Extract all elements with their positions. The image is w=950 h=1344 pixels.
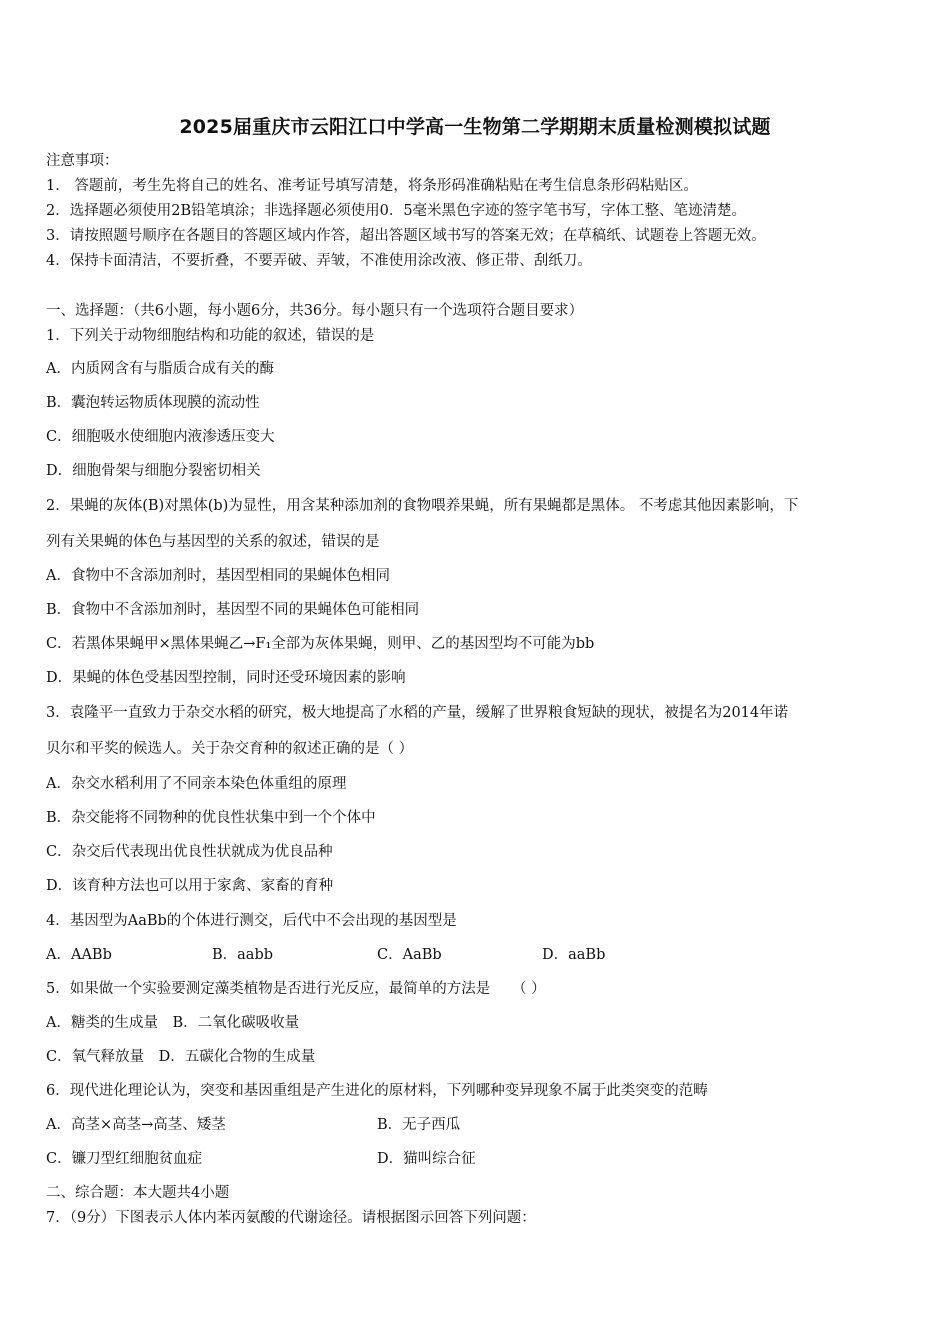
- question-3-stem-line-2: 贝尔和平奖的候选人。关于杂交育种的叙述正确的是（ ）: [46, 741, 414, 757]
- question-6-option-c: C．镰刀型红细胞贫血症: [46, 1151, 203, 1167]
- question-2-stem-line-1: 2．果蝇的灰体(B)对黑体(b)为显性，用含某种添加剂的食物喂养果蝇，所有果蝇都是黑体。 不考虑其他因素影响，下: [46, 498, 799, 514]
- question-4-option-d: D．aaBb: [542, 947, 606, 963]
- question-4-stem: 4．基因型为AaBb的个体进行测交，后代中不会出现的基因型是: [46, 913, 457, 929]
- question-2-option-c: C．若黑体果蝇甲×黑体果蝇乙→F₁全部为灰体果蝇，则甲、乙的基因型均不可能为bb: [46, 636, 595, 652]
- notice-item-3: 3．请按照题号顺序在各题目的答题区域内作答，超出答题区域书写的答案无效；在草稿纸、试题卷上答题无效。: [46, 228, 766, 244]
- question-4-option-c: C．AaBb: [377, 947, 442, 963]
- question-5-stem: 5．如果做一个实验要测定藻类植物是否进行光反应，最简单的方法是 （ ）: [46, 981, 546, 997]
- question-1-option-b: B．囊泡转运物质体现膜的流动性: [46, 395, 260, 411]
- question-6-option-a: A．高茎×高茎→高茎、矮茎: [46, 1117, 226, 1133]
- question-2-option-d: D．果蝇的体色受基因型控制，同时还受环境因素的影响: [46, 670, 406, 686]
- section-2-heading: 二、综合题：本大题共4小题: [46, 1185, 230, 1201]
- question-4-option-a: A．AABb: [46, 947, 112, 963]
- question-1-option-a: A．内质网含有与脂质合成有关的酶: [46, 361, 274, 377]
- question-1-option-c: C．细胞吸水使细胞内液渗透压变大: [46, 429, 275, 445]
- question-6-option-b: B．无子西瓜: [377, 1117, 461, 1133]
- question-1-stem: 1．下列关于动物细胞结构和功能的叙述，错误的是: [46, 328, 375, 344]
- question-2-stem-line-2: 列有关果蝇的体色与基因型的关系的叙述，错误的是: [46, 534, 380, 550]
- question-2-option-b: B．食物中不含添加剂时，基因型不同的果蝇体色可能相同: [46, 602, 420, 618]
- question-5-options-row-1: A．糖类的生成量 B．二氧化碳吸收量: [46, 1015, 300, 1031]
- question-4-option-b: B．aabb: [212, 947, 274, 963]
- question-3-stem-line-1: 3．袁隆平一直致力于杂交水稻的研究，极大地提高了水稻的产量，缓解了世界粮食短缺的现状，被提名为2014年诺: [46, 705, 789, 721]
- page-title: 2025届重庆市云阳江口中学高一生物第二学期期末质量检测模拟试题: [179, 116, 771, 138]
- notice-item-4: 4．保持卡面清洁，不要折叠，不要弄破、弄皱，不准使用涂改液、修正带、刮纸刀。: [46, 253, 592, 269]
- question-3-option-a: A．杂交水稻利用了不同亲本染色体重组的原理: [46, 776, 347, 792]
- question-6-option-d: D．猫叫综合征: [377, 1151, 476, 1167]
- question-1-option-d: D．细胞骨架与细胞分裂密切相关: [46, 463, 261, 479]
- notice-item-2: 2．选择题必须使用2B铅笔填涂；非选择题必须使用0．5毫米黑色字迹的签字笔书写，字体工整、笔迹清楚。: [46, 203, 747, 219]
- question-3-option-b: B．杂交能将不同物种的优良性状集中到一个个体中: [46, 810, 376, 826]
- section-1-heading: 一、选择题：（共6小题，每小题6分，共36分。每小题只有一个选项符合题目要求）: [46, 303, 584, 319]
- notice-item-1: 1． 答题前，考生先将自己的姓名、准考证号填写清楚，将条形码准确粘贴在考生信息条形码粘贴区。: [46, 178, 698, 194]
- question-7-stem: 7．（9分）下图表示人体内苯丙氨酸的代谢途径。请根据图示回答下列问题：: [46, 1210, 536, 1226]
- question-5-options-row-2: C．氧气释放量 D．五碳化合物的生成量: [46, 1049, 316, 1065]
- question-2-option-a: A．食物中不含添加剂时，基因型相同的果蝇体色相同: [46, 568, 390, 584]
- notice-heading: 注意事项：: [46, 153, 119, 169]
- question-6-stem: 6．现代进化理论认为，突变和基因重组是产生进化的原材料，下列哪种变异现象不属于此类突变的范畴: [46, 1083, 708, 1099]
- question-3-option-d: D．该育种方法也可以用于家禽、家畜的育种: [46, 878, 334, 894]
- question-3-option-c: C．杂交后代表现出优良性状就成为优良品种: [46, 844, 333, 860]
